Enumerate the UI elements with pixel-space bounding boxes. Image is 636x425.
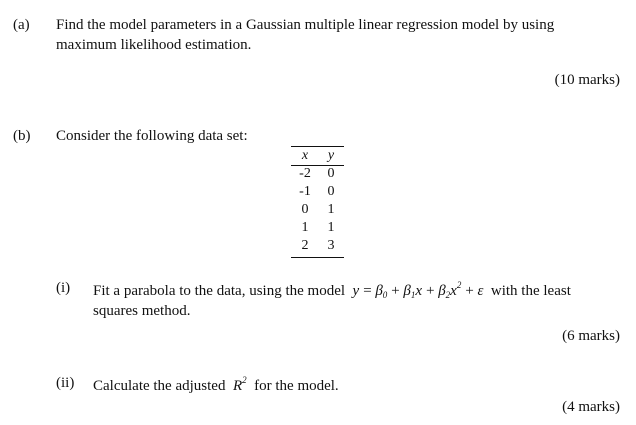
part-a-question-line1: Find the model parameters in a Gaussian multiple linear regression model by using bbox=[56, 17, 555, 33]
sub-i-text-after: with the least bbox=[490, 283, 571, 299]
part-a-question-line2: maximum likelihood estimation. bbox=[56, 37, 252, 53]
sub-i-marks: (6 marks) bbox=[562, 328, 620, 344]
sub-ii-question bbox=[93, 375, 339, 395]
table-cell-y: 0 bbox=[327, 184, 335, 199]
table-cell-y: 1 bbox=[327, 202, 335, 217]
table-cell-x: -1 bbox=[299, 184, 311, 199]
sub-i-label: (i) bbox=[56, 280, 71, 296]
table-top-rule bbox=[291, 146, 344, 147]
sub-ii-label: (ii) bbox=[56, 375, 75, 391]
sub-ii-marks: (4 marks) bbox=[562, 399, 620, 415]
part-b-label: (b) bbox=[13, 128, 31, 144]
model-equation: $y = \beta_0 + \beta_1x + \beta_2x^2 + \varepsilon$ bbox=[348, 280, 488, 300]
sub-ii-text-after: for the model. bbox=[254, 378, 339, 394]
table-bottom-rule bbox=[291, 257, 344, 258]
table-cell-x: 0 bbox=[301, 202, 309, 217]
part-b-intro: Consider the following data set: bbox=[56, 128, 248, 144]
table-cell-y: 0 bbox=[327, 166, 335, 181]
table-header-y: y bbox=[327, 148, 335, 163]
table-cell-x: 2 bbox=[301, 238, 309, 253]
table-cell-x: 1 bbox=[301, 220, 309, 235]
sub-i-question-line2: squares method. bbox=[93, 303, 191, 319]
table-cell-x: -2 bbox=[299, 166, 311, 181]
table-header-x: x bbox=[301, 148, 309, 163]
table-cell-y: 1 bbox=[327, 220, 335, 235]
sub-i-question-line1 bbox=[93, 280, 571, 300]
part-a-marks: (10 marks) bbox=[554, 72, 620, 88]
table-cell-y: 3 bbox=[327, 238, 335, 253]
sub-i-text-before: Fit a parabola to the data, using the model bbox=[93, 283, 346, 299]
part-a-label: (a) bbox=[13, 17, 30, 33]
sub-ii-text-before: Calculate the adjusted bbox=[93, 378, 226, 394]
adjusted-r-squared-symbol: $R^2$ bbox=[229, 375, 247, 394]
